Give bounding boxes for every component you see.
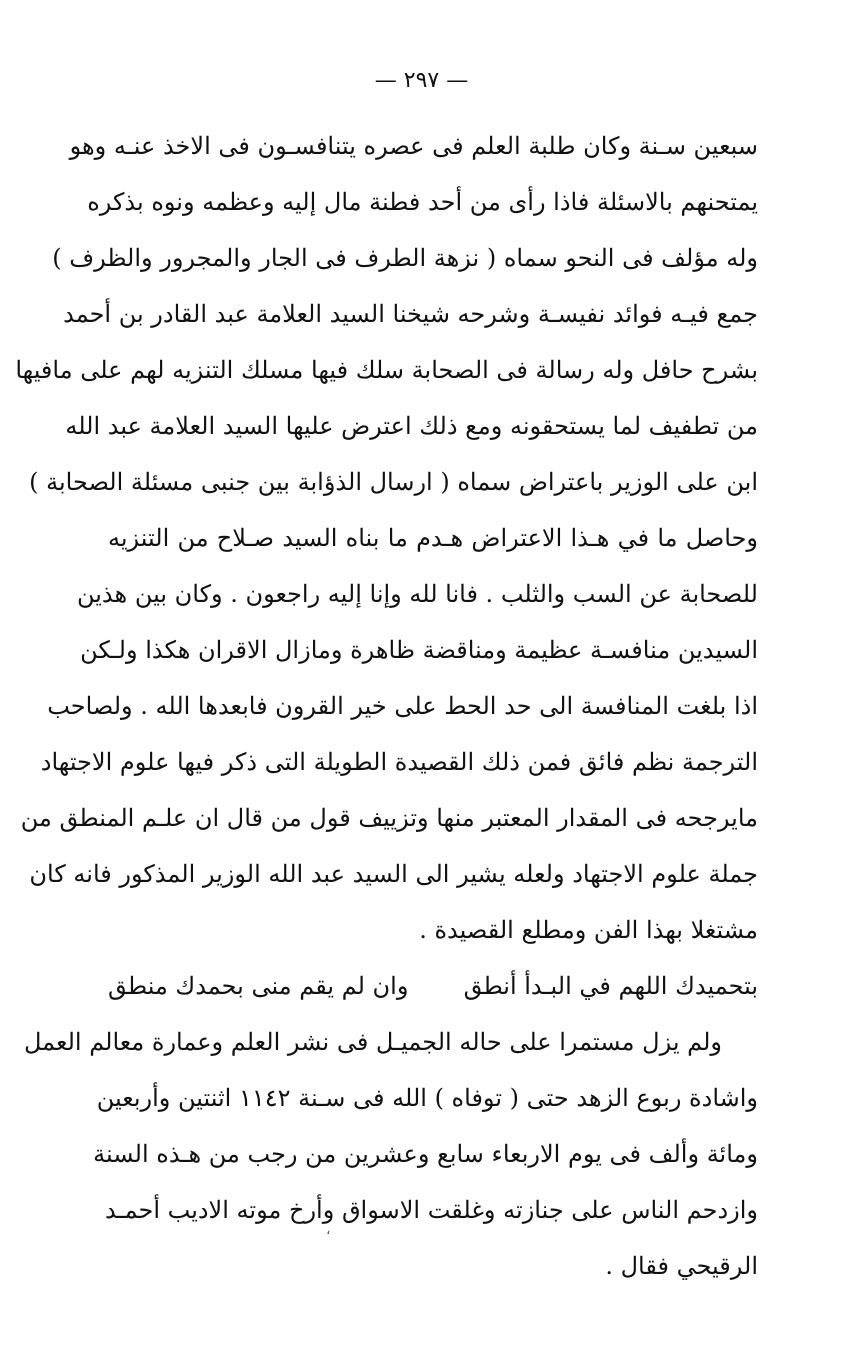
- text-line: الرقيحي فقال .: [605, 1252, 758, 1280]
- text-line: مايرجحه فى المقدار المعتبر منها وتزييف قول من قال ان علـم المنطق من: [20, 804, 758, 832]
- text-line: واشادة ربوع الزهد حتى ( توفاه ) الله فى سـنة ١١٤٢ اثنتين وأربعين: [96, 1084, 758, 1112]
- poetry-verse: [108, 958, 758, 1014]
- text-line: ومائة وألف فى يوم الاربعاء سابع وعشرين من رجب من هـذه السنة: [93, 1140, 758, 1168]
- page-number: — ٢٩٧ —: [374, 68, 469, 93]
- text-line: يمتحنهم بالاسئلة فاذا رأى من أحد فطنة مال إليه وعظمه ونوه بذكره: [87, 188, 758, 216]
- text-line: سبعين سـنة وكان طلبة العلم فى عصره يتنافسـون فى الاخذ عنـه وهو: [69, 132, 758, 160]
- body-text: [15, 118, 758, 1294]
- verse-first-hemistich: بتحميدك اللهم في البـدأ أنطق: [463, 972, 758, 1000]
- text-line: جمع فيـه فوائد نفيسـة وشرحه شيخنا السيد العلامة عبد القادر بن أحمد: [63, 300, 758, 328]
- text-line: ولم يزل مستمرا على حاله الجميـل فى نشر العلم وعمارة معالم العمل: [23, 1028, 722, 1056]
- text-line: السيدين منافسـة عظيمة ومناقضة ظاهرة ومازال الاقران هكذا ولـكن: [80, 636, 758, 664]
- text-line: ابن على الوزير باعتراض سماه ( ارسال الذؤابة بين جنبى مسئلة الصحابة ): [29, 468, 758, 496]
- stray-mark: ،: [326, 1222, 331, 1238]
- text-line: وله مؤلف فى النحو سماه ( نزهة الطرف فى الجار والمجرور والظرف ): [52, 244, 758, 272]
- text-line: الترجمة نظم فائق فمن ذلك القصيدة الطويلة التى ذكر فيها علوم الاجتهاد: [40, 748, 758, 776]
- text-line: من تطفيف لما يستحقونه ومع ذلك اعترض عليها السيد العلامة عبد الله: [65, 412, 758, 440]
- verse-second-hemistich: وان لم يقم منى بحمدك منطق: [108, 972, 409, 1000]
- text-line: اذا بلغت المنافسة الى حد الحط على خير القرون فابعدها الله . ولصاحب: [47, 692, 758, 720]
- text-line: مشتغلا بهذا الفن ومطلع القصيدة .: [419, 916, 758, 944]
- text-line: جملة علوم الاجتهاد ولعله يشير الى السيد عبد الله الوزير المذكور فانه كان: [29, 860, 758, 888]
- text-line: للصحابة عن السب والثلب . فانا لله وإنا إليه راجعون . وكان بين هذين: [76, 580, 758, 608]
- text-line: بشرح حافل وله رسالة فى الصحابة سلك فيها مسلك التنزيه لهم على مافيها: [15, 356, 758, 384]
- text-line: وحاصل ما في هـذا الاعتراض هـدم ما بناه السيد صـلاح من التنزيه: [108, 524, 758, 552]
- text-line: وازدحم الناس على جنازته وغلقت الاسواق وأرخ موته الاديب أحمـد: [104, 1196, 758, 1224]
